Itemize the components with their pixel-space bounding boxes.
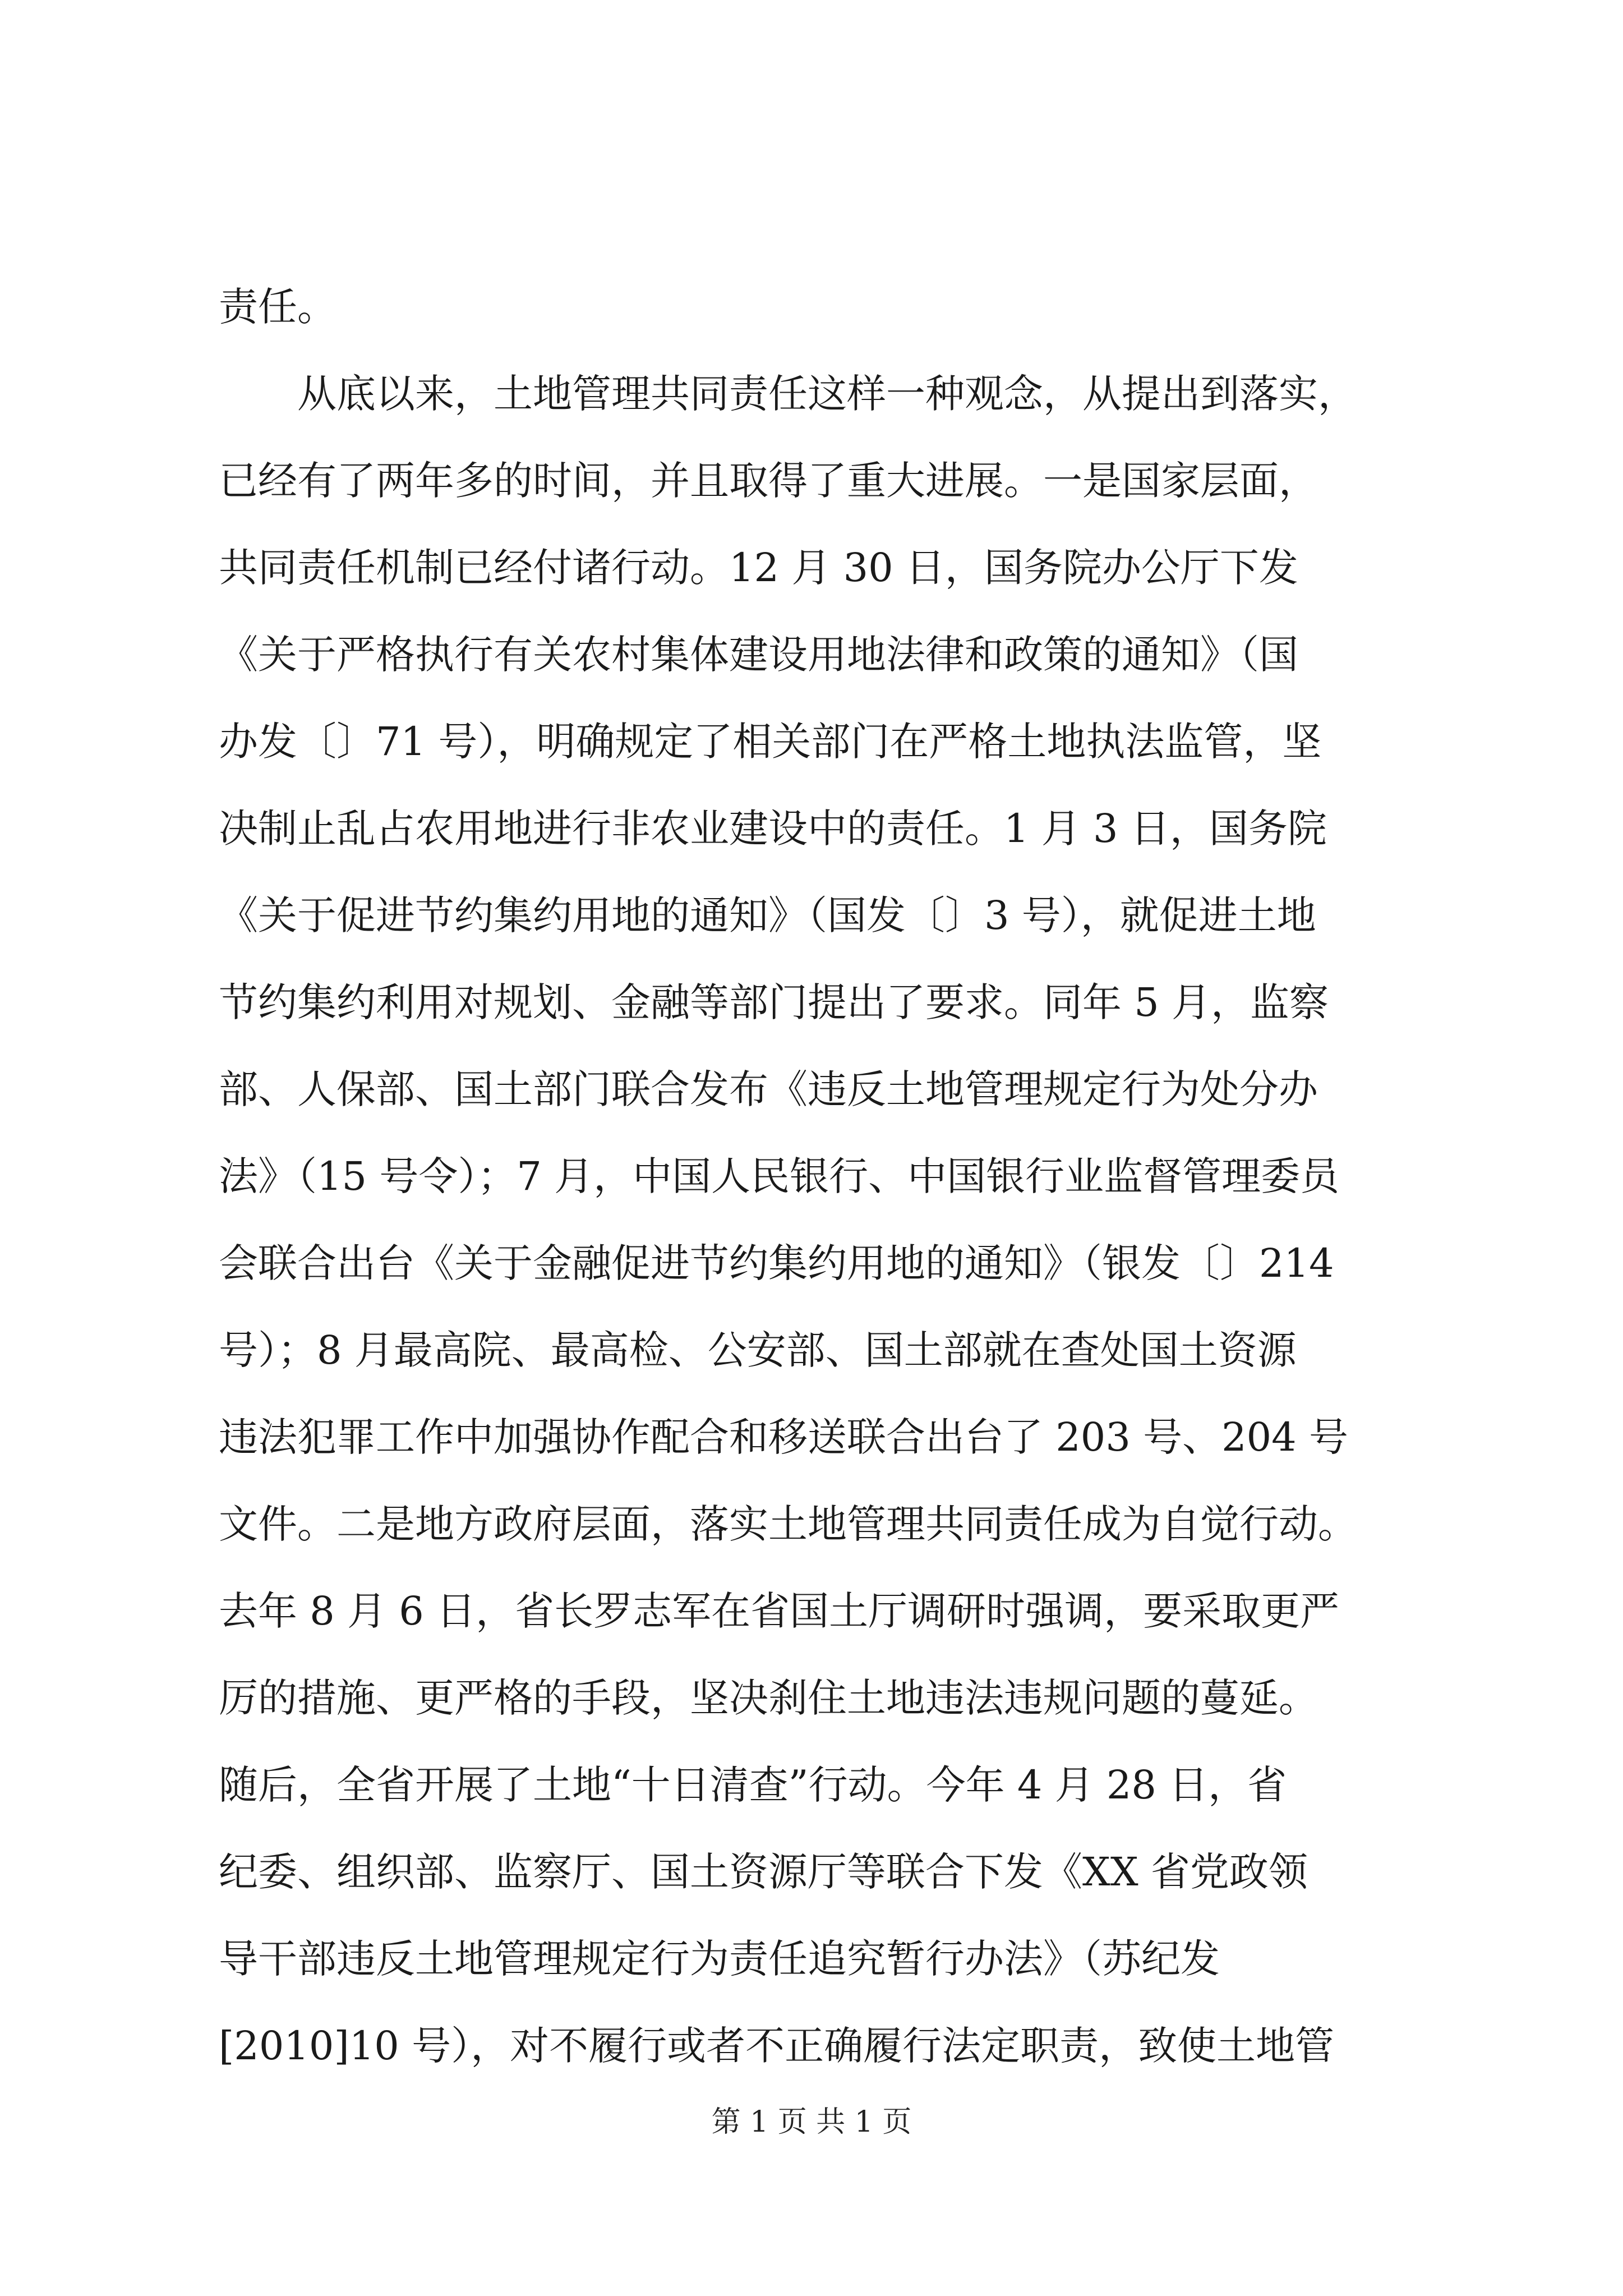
- paragraph-first-line: 从底以来，土地管理共同责任这样一种观念，从提出到落实，: [297, 371, 1357, 417]
- text-line: 决制止乱占农用地进行非农业建设中的责任。1 月 3 日，国务院: [219, 806, 1327, 852]
- text-line: 违法犯罪工作中加强协作配合和移送联合出台了 203 号、204 号: [219, 1414, 1348, 1460]
- text-line: 导干部违反土地管理规定行为责任追究暂行办法》（苏纪发: [219, 1936, 1220, 1982]
- text-line: 《关于促进节约集约用地的通知》（国发〔〕3 号），就促进土地: [219, 892, 1316, 938]
- text-line: 节约集约利用对规划、金融等部门提出了要求。同年 5 月，监察: [219, 979, 1329, 1025]
- text-line: 办发〔〕71 号），明确规定了相关部门在严格土地执法监管，坚: [219, 719, 1322, 765]
- text-line: 部、人保部、国土部门联合发布《违反土地管理规定行为处分办: [219, 1066, 1318, 1112]
- page-footer: 第 1 页 共 1 页: [711, 2105, 912, 2139]
- text-line: 厉的措施、更严格的手段，坚决刹住土地违法违规问题的蔓延。: [219, 1675, 1318, 1721]
- text-line: 共同责任机制已经付诸行动。12 月 30 日，国务院办公厅下发: [219, 545, 1298, 591]
- text-line: 随后，全省开展了土地“十日清查”行动。今年 4 月 28 日，省: [219, 1762, 1287, 1808]
- text-line: 已经有了两年多的时间，并且取得了重大进展。一是国家层面，: [219, 458, 1318, 504]
- text-line: 文件。二是地方政府层面，落实土地管理共同责任成为自觉行动。: [219, 1501, 1357, 1547]
- text-line: [2010]10 号），对不履行或者不正确履行法定职责，致使土地管: [219, 2023, 1335, 2069]
- text-line: 法》（15 号令）；7 月，中国人民银行、中国银行业监督管理委员: [219, 1153, 1340, 1199]
- text-line: 号）；8 月最高院、最高检、公安部、国土部就在查处国土资源: [219, 1327, 1297, 1373]
- text-line: 去年 8 月 6 日，省长罗志军在省国土厅调研时强调，要采取更严: [219, 1588, 1340, 1634]
- text-line: 纪委、组织部、监察厅、国土资源厅等联合下发《XX 省党政领: [219, 1849, 1308, 1895]
- text-line: 会联合出台《关于金融促进节约集约用地的通知》（银发〔〕214: [219, 1240, 1334, 1286]
- text-line: 责任。: [219, 284, 336, 330]
- text-line: 《关于严格执行有关农村集体建设用地法律和政策的通知》（国: [219, 632, 1298, 678]
- body-text: [219, 264, 1430, 2090]
